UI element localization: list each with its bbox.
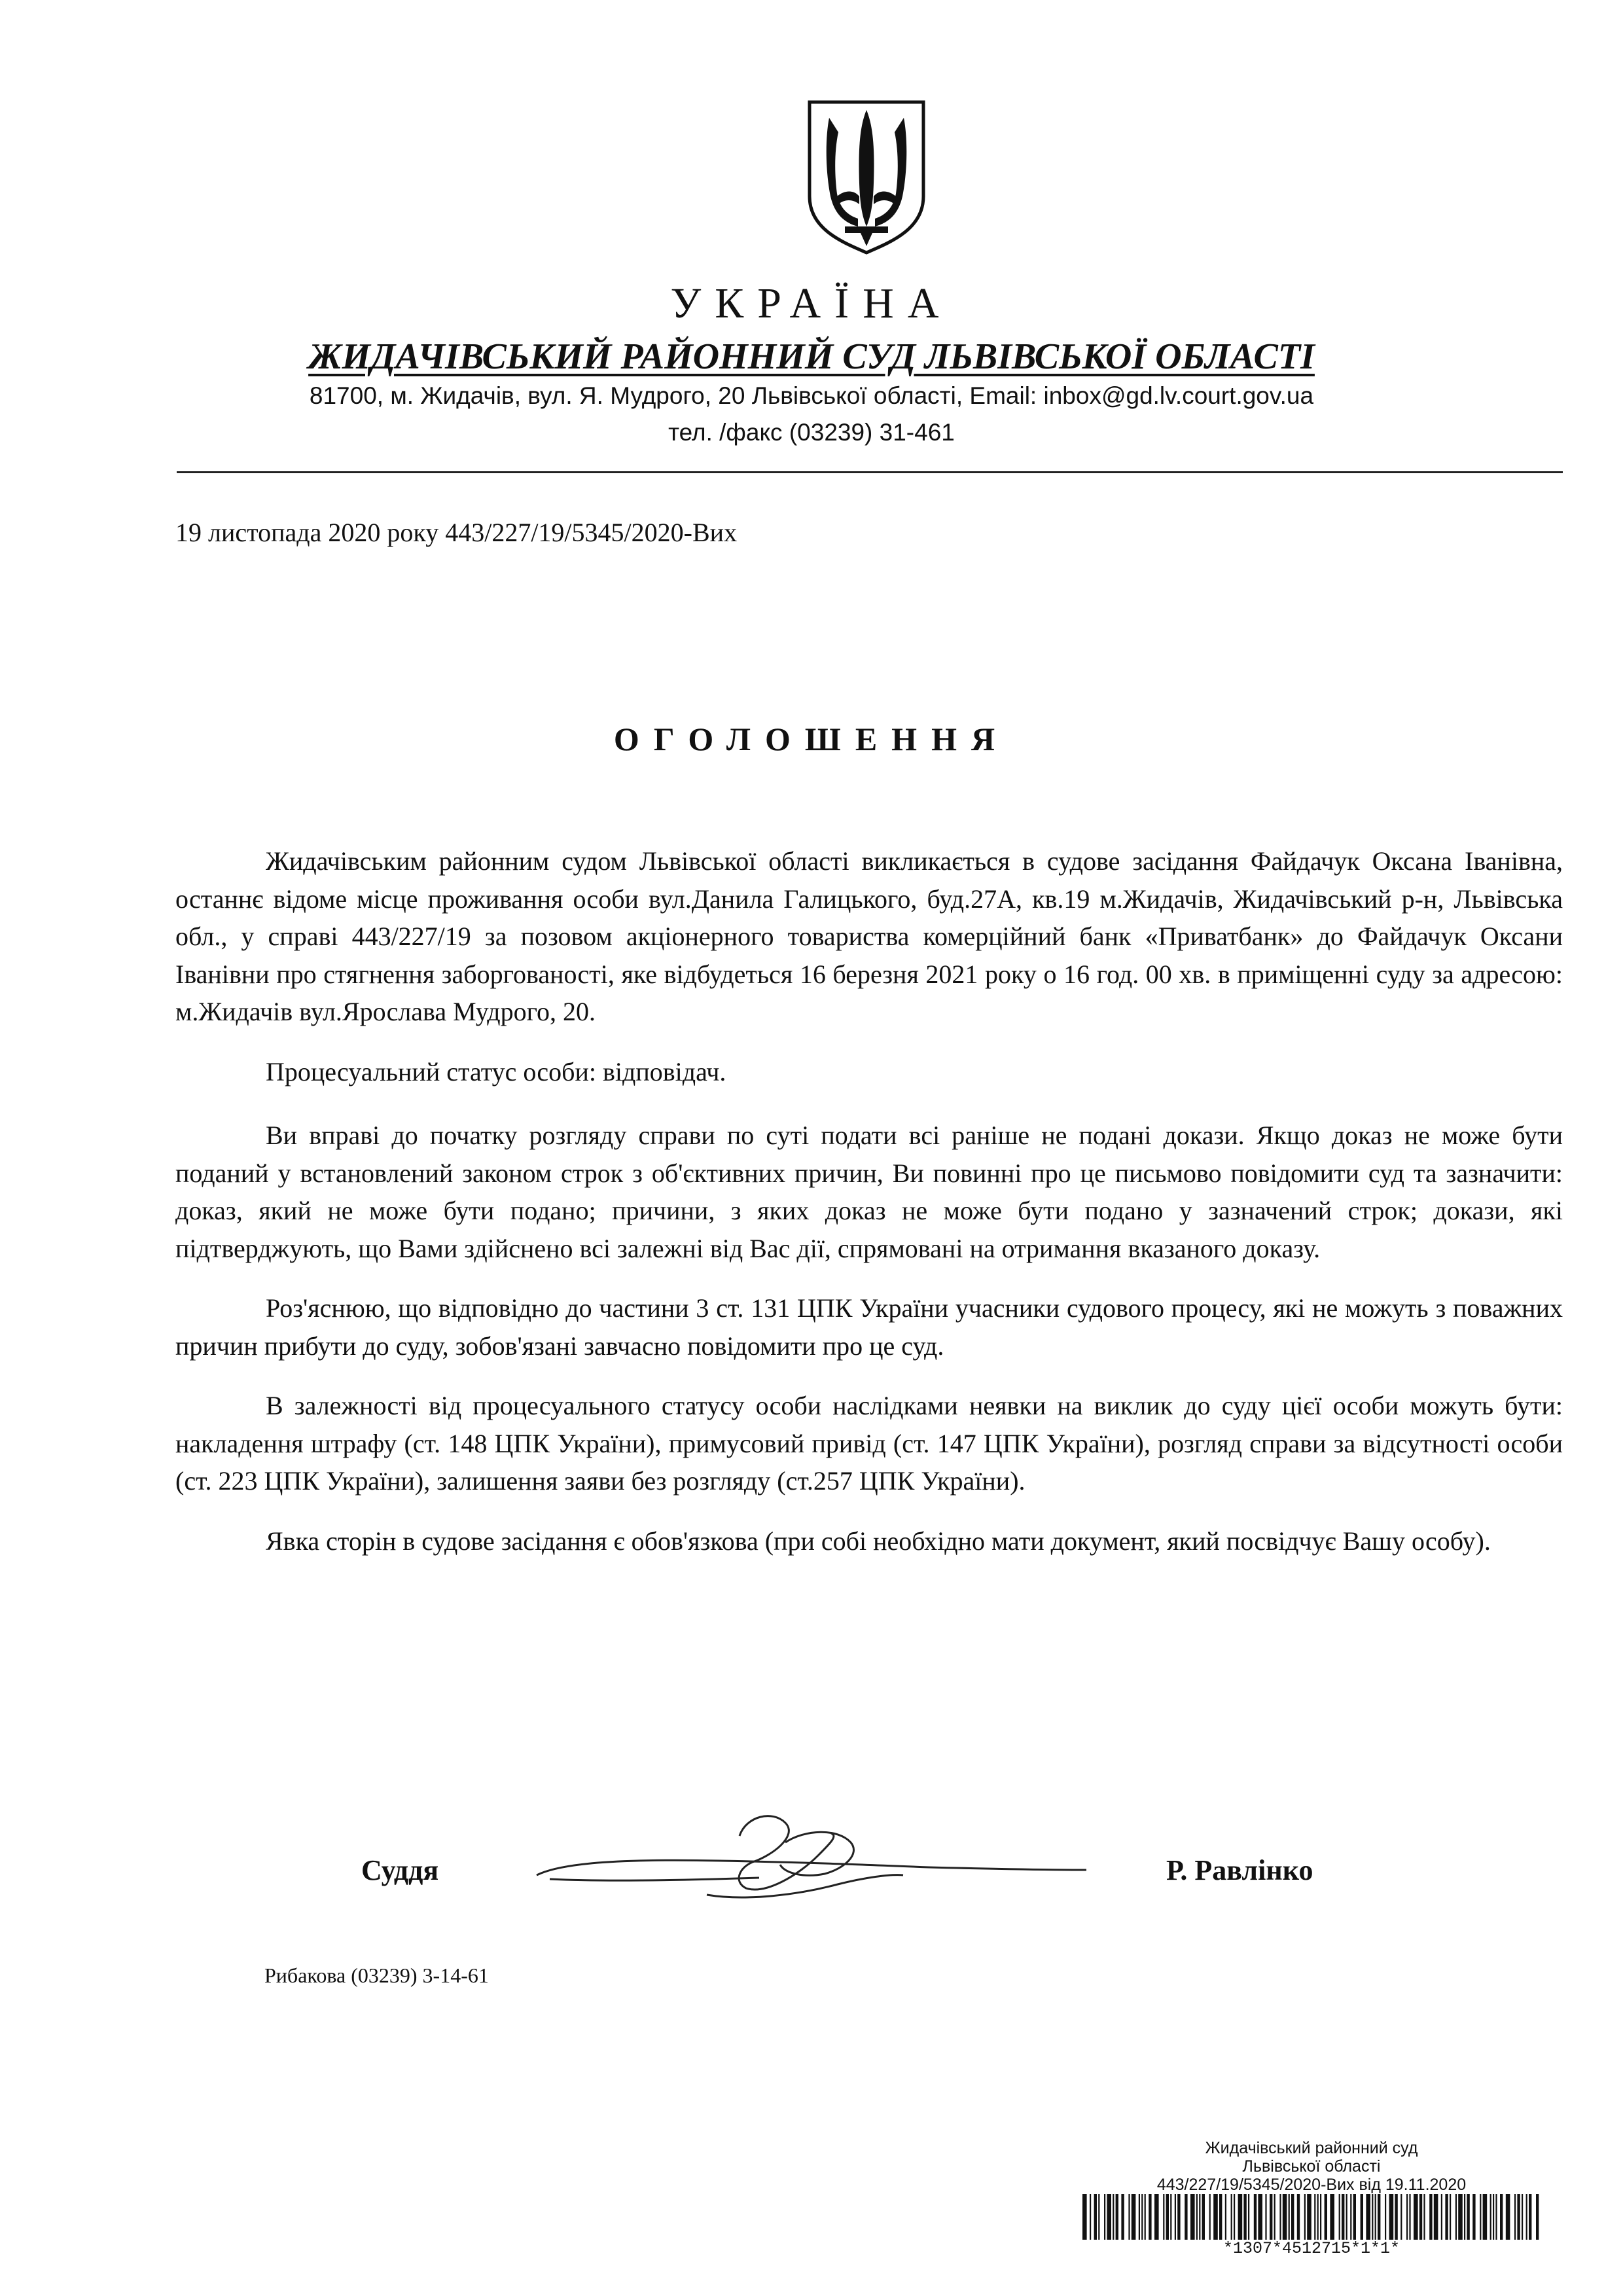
country-heading: УКРАЇНА [670, 279, 953, 327]
coat-of-arms-icon [806, 98, 927, 255]
paragraph-attendance: Явка сторін в судове засідання є обов'язкова (при собі необхідно мати документ, який посвідчує Вашу особу). [266, 1526, 1491, 1556]
stamp-reference: 443/227/19/5345/2020-Вих від 19.11.2020 [1156, 2176, 1467, 2194]
court-name: ЖИДАЧІВСЬКИЙ РАЙОННИЙ СУД ЛЬВІВСЬКОЇ ОБЛАСТІ [308, 336, 1315, 377]
stamp-court-name: Жидачівський районний суд [1205, 2139, 1418, 2157]
handwritten-signature [524, 1797, 1099, 1914]
paragraph-status: Процесуальний статус особи: відповідач. [266, 1056, 726, 1086]
paragraph-summons: Жидачівським районним судом Львівської області викликається в судове засідання Файдачук Оксана Іванівна, останнє відоме місце проживання особи вул.Данила Галицького, буд.27А, кв.19 м.Жидачів, Жидачівський р-н, Львівська обл., у справі 443/227/19 за позовом акціонерного товариства комерційний банк «Приватбанк» до Файдачук Оксани Іванівни про стягнення заборгованості, яке відбудеться 16 березня 2021 року о 16 год. 00 хв. в приміщенні суду за адресою: м.Жидачів вул.Ярослава Мудрого, 20. [175, 846, 1563, 1026]
header-divider [177, 471, 1563, 473]
paragraph-consequences: В залежності від процесуального статусу особи наслідками неявки на виклик до суду цієї особи можуть бути: накладення штрафу (ст. 148 ЦПК України), примусовий привід (ст. 147 ЦПК України), розгляд справи за відсутності особи (ст. 223 ЦПК України), залишення заяви без розгляду (ст.257 ЦПК України). [175, 1391, 1563, 1496]
judge-label: Суддя [361, 1854, 439, 1886]
barcode [1081, 2194, 1539, 2240]
court-address: 81700, м. Жидачів, вул. Я. Мудрого, 20 Львівської області, Email: inbox@gd.lv.court.gov.ua [309, 382, 1314, 409]
paragraph-clarification: Роз'яснюю, що відповідно до частини 3 ст. 131 ЦПК України учасники судового процесу, які не можуть з поважних причин прибути до суду, зобов'язані завчасно повідомити про це суд. [175, 1293, 1563, 1361]
stamp-region: Львівської області [1242, 2157, 1381, 2176]
barcode-text: *1307*4512715*1*1* [1222, 2239, 1400, 2258]
paragraph-evidence: Ви вправі до початку розгляду справи по суті подати всі раніше не подані докази. Якщо доказ не може бути поданий у встановлений законом строк з об'єктивних причин, Ви повинні про це письмово повідомити суд та зазначити: доказ, який не може бути подано; причини, з яких доказ не може бути подано у зазначений строк; докази, які підтверджують, що Вами здійснено всі залежні від Вас дії, спрямовані на отримання вказаного доказу. [175, 1121, 1563, 1263]
announcement-body [175, 842, 1563, 1582]
judge-name: Р. Равлінко [1166, 1854, 1313, 1886]
document-title: ОГОЛОШЕННЯ [613, 721, 1010, 757]
date-reference: 19 листопада 2020 року 443/227/19/5345/2020-Вих [175, 518, 738, 547]
court-phone: тел. /факс (03239) 31-461 [668, 419, 955, 446]
executor-contact: Рибакова (03239) 3-14-61 [264, 1964, 489, 1987]
